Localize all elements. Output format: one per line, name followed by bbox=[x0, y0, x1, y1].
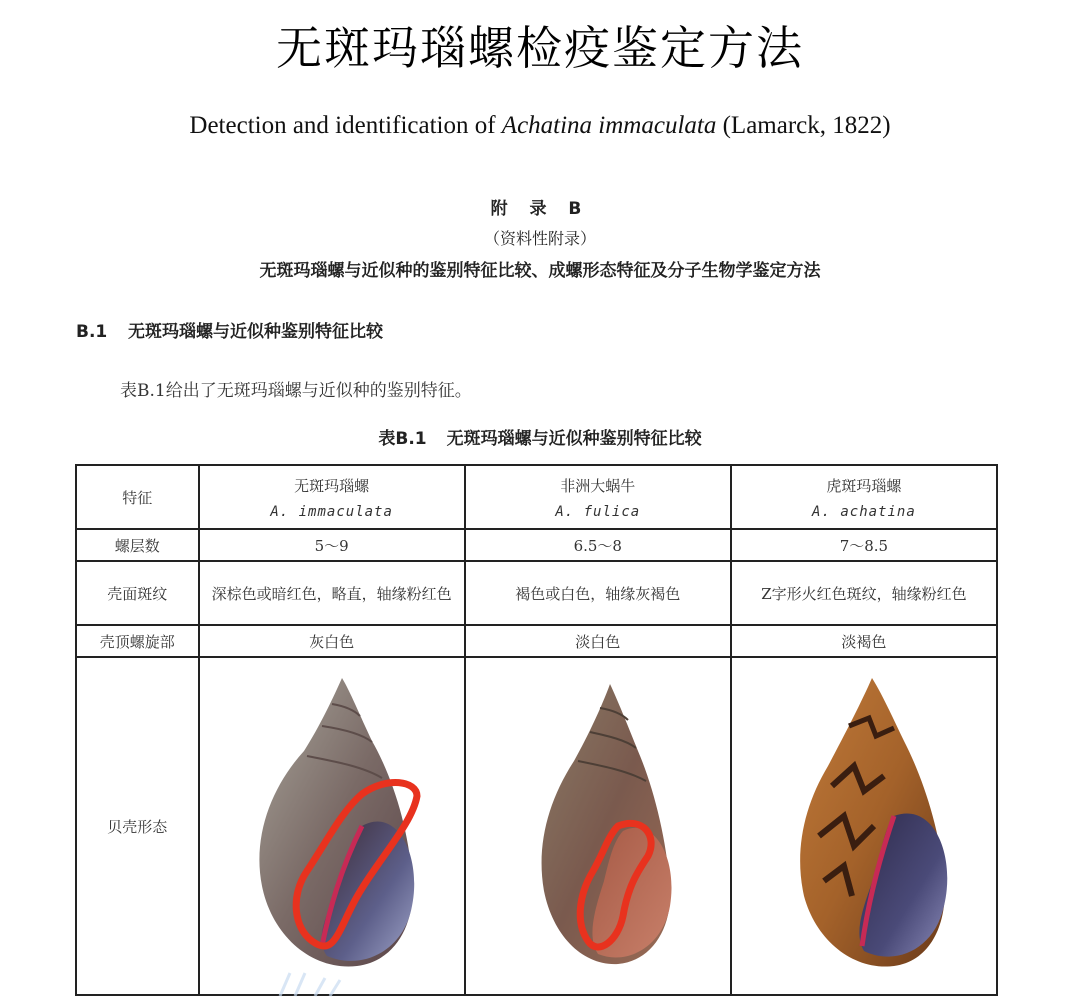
species-cn-name: 虎斑玛瑙螺 bbox=[826, 476, 902, 495]
subtitle-prefix: Detection and identification of bbox=[189, 112, 502, 139]
table-cell: 灰白色 bbox=[199, 625, 465, 657]
subtitle-suffix: (Lamarck, 1822) bbox=[716, 112, 891, 139]
shell-image-cell bbox=[731, 657, 997, 995]
species-sci-name: A. immaculata bbox=[270, 503, 393, 520]
table-cell: Z字形火红色斑纹，轴缘粉红色 bbox=[731, 561, 997, 625]
section-intro: 表B.1给出了无斑玛瑙螺与近似种的鉴别特征。 bbox=[120, 381, 472, 401]
snail-shell-immaculata-image bbox=[212, 666, 452, 986]
species-sci-name: A. fulica bbox=[555, 503, 641, 520]
appendix-note: （资料性附录） bbox=[483, 229, 596, 248]
shell-image-achatina bbox=[744, 666, 984, 986]
table-cell: 5～9 bbox=[199, 529, 465, 561]
table-cell: 淡白色 bbox=[465, 625, 731, 657]
header-feature: 特征 bbox=[76, 465, 199, 529]
header-species-fulica bbox=[465, 465, 731, 529]
table-row bbox=[76, 625, 997, 657]
table-cell: 淡褐色 bbox=[731, 625, 997, 657]
table-cell: 6.5～8 bbox=[465, 529, 731, 561]
species-sci-name: A. achatina bbox=[812, 503, 916, 520]
section-number: B.1 bbox=[76, 322, 108, 342]
table-caption-number: 表B.1 bbox=[378, 429, 427, 449]
watermark-mark bbox=[270, 968, 360, 998]
table-cell: 7～8.5 bbox=[731, 529, 997, 561]
row-label: 壳顶螺旋部 bbox=[76, 625, 199, 657]
watermark-icon bbox=[270, 968, 360, 998]
document-subtitle bbox=[0, 112, 1080, 140]
species-cn-name: 非洲大蜗牛 bbox=[560, 476, 636, 495]
subtitle-species: Achatina immaculata bbox=[501, 112, 717, 139]
table-cell: 深棕色或暗红色，略直，轴缘粉红色 bbox=[199, 561, 465, 625]
table-caption bbox=[0, 424, 1080, 449]
species-cn-name: 无斑玛瑙螺 bbox=[294, 476, 370, 495]
document-title: 无斑玛瑙螺检疫鉴定方法 bbox=[276, 21, 804, 75]
row-label: 贝壳形态 bbox=[76, 657, 199, 995]
snail-shell-fulica-image bbox=[478, 666, 718, 986]
table-row bbox=[76, 561, 997, 625]
table-header-row bbox=[76, 465, 997, 529]
row-label: 壳面斑纹 bbox=[76, 561, 199, 625]
header-species-immaculata bbox=[199, 465, 465, 529]
shell-image-cell bbox=[199, 657, 465, 995]
comparison-table bbox=[75, 464, 998, 996]
snail-shell-achatina-image bbox=[744, 666, 984, 986]
table-caption-title: 无斑玛瑙螺与近似种鉴别特征比较 bbox=[446, 429, 702, 449]
row-label: 螺层数 bbox=[76, 529, 199, 561]
table-cell: 褐色或白色，轴缘灰褐色 bbox=[465, 561, 731, 625]
appendix-title: 附 录 B bbox=[490, 199, 590, 219]
section-title: 无斑玛瑙螺与近似种鉴别特征比较 bbox=[128, 322, 383, 342]
shell-image-immaculata bbox=[212, 666, 452, 986]
table-row bbox=[76, 657, 997, 995]
header-species-achatina bbox=[731, 465, 997, 529]
table-row bbox=[76, 529, 997, 561]
shell-image-cell bbox=[465, 657, 731, 995]
shell-image-fulica bbox=[478, 666, 718, 986]
appendix-heading: 无斑玛瑙螺与近似种的鉴别特征比较、成螺形态特征及分子生物学鉴定方法 bbox=[259, 261, 821, 281]
section-heading bbox=[76, 317, 383, 342]
